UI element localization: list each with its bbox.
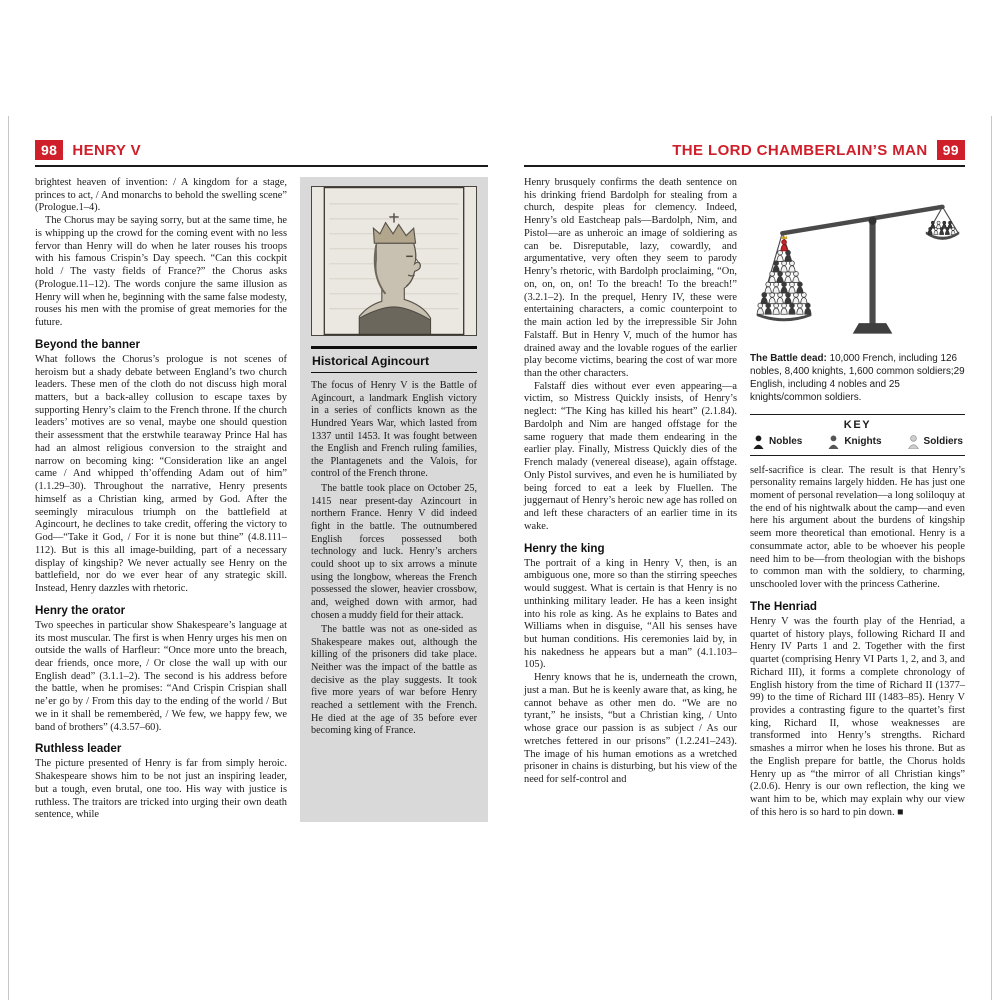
- page-number-badge: 98: [35, 140, 63, 160]
- body-paragraph: Henry brusquely confirms the death sentence on his drinking friend Bardolph for stealing from a church, despite pleas for clemency. Indeed, Henry’s old Eastcheap pals—Bardolph, Nim, and Pistol—are as unheroic an image of soldiering as can be. Disreputable, lazy, cowardly, and argumentative, very often they seem to parody Henry’s rhetoric, with Bardolph proclaiming, “On, on, on, on, on! To the breach! To the breach!” (3.2.1–2). In the prequel, Henry IV, these were entertaining characters, a comic counterpoint to the main action led by the irrepressible Sir John Falstaff. But in Henry V, much of the humor has drained away and the lovable rogues of the earlier play become victims, bearing the cost of war more than the other characters.: [524, 177, 737, 380]
- body-paragraph: self-sacrifice is clear. The result is that Henry’s personality remains largely hidden. He has just one moment of personal revelation—a long soliloquy at the end of his nightwalk about the camp—and even here his argument about the burdens of kingship seem more theoretical than emotional. Henry is a consummate actor, able to be whoever his people need him to be—from theologian with the bishops to common man with the soldiery, to charming, unschooled lover with the princess Catherine.: [750, 464, 965, 591]
- key-item-soldiers: [907, 435, 963, 449]
- key-title: KEY: [843, 418, 872, 431]
- sidebar-heading: Historical Agincourt: [311, 346, 477, 373]
- page-99: [500, 140, 991, 822]
- section-heading: Henry the king: [524, 541, 605, 555]
- page-number-badge: 99: [937, 140, 965, 160]
- section-heading: The Henriad: [750, 599, 817, 613]
- running-head: THE LORD CHAMBERLAIN’S MAN: [672, 141, 928, 159]
- section-heading: Ruthless leader: [35, 742, 122, 756]
- body-paragraph: The picture presented of Henry is far from simply heroic. Shakespeare shows him to be not just an inspiring leader, but a tough, even brutal, one too. His way with justice is ruthless. The traitors are tricked into urging their own death sentence, while: [35, 758, 287, 821]
- caption-text: 10,000 French, including 126 nobles, 8,400 knights, 1,600 common soldiers;29 English, including 4 nobles and 25 knights/common soldiers.: [750, 353, 965, 403]
- key-label: Nobles: [769, 436, 803, 447]
- section-heading: Beyond the banner: [35, 337, 141, 351]
- page-header-right: [524, 140, 965, 160]
- body-paragraph: Henry knows that he is, underneath the crown, just a man. But he is keenly aware that, as king, he cannot behave as other men do. “We are no tyrant,” he insists, “but a Christian king, / Unto whose grace our passion is as subject / As our wretches fettered in our prisons” (1.2.241–243). The image of his human emotions as a wretched prisoner in chains is disturbing, but his view of the need for self-control and: [524, 672, 737, 786]
- header-rule: [35, 165, 488, 167]
- body-paragraph: Two speeches in particular show Shakespeare’s language at its most muscular. The first is when Henry urges his men on outside the walls of Harfleur: “Once more unto the breach, dear friends, once more, / Or close the wall up with our English dead” (3.1.1–2). The second is his address before the battle, when he promises: “And Crispin Crispian shall ne’er go by / From this day to the ending of the world / But we in it shall be rememberèd, / We few, we happy few, we band of brothers” (4.3.57–60).: [35, 619, 287, 733]
- henry-portrait-engraving: [311, 186, 477, 336]
- body-paragraph: The portrait of a king in Henry V, then, is an ambiguous one, more so than the stirring speeches would suggest. What is certain is that Henry is no unthinking military leader. He has a keen insight into his role as king. As he explains to Bates and Williams when in disguise, “All his senses have but human conditions. His ceremonies laid by, in his nakedness he appears but a man” (4.1.103–105).: [524, 557, 737, 671]
- body-paragraph: Falstaff dies without ever even appearing—a victim, so Mistress Quickly insists, of Henry’s neglect: “The King has killed his heart” (2.1.84). Bardolph and Nim are hanged offstage for the same roguery that made them endearing in the earlier play. Finally, Mistress Quickly dies of the French malady (venereal disease), again offstage. Only Pistol survives, and even he is humiliated by being forced to eat a leek by Fluellen. The juggernaut of Henry’s heroic new age has rolled on and left these characters of an earlier time in its wake.: [524, 380, 737, 532]
- henry-portrait-illustration: [312, 187, 476, 335]
- historical-sidebar: [300, 177, 488, 822]
- sidebar-paragraph: The focus of Henry V is the Battle of Agincourt, a landmark English victory in a series of conflicts known as the Hundred Years War, which lasted from 1337 until 1453. It was fought between the English and French ruling families, the Plantagenets and the Valois, for control of the French throne.: [311, 380, 477, 480]
- body-paragraph: The Chorus may be saying sorry, but at the same time, he is whipping up the crowd for the coming event with no less fervor than Henry will do when he later rouses his troops with his famous Crispin’s Day speech. “Can this cockpit hold / The vasty fields of France?” the Chorus asks (Prologue.11–12). The words conjure the same illusion as Henry will when he, beginning with the same false modesty, rouses his men with the promise of great memories for the future.: [35, 215, 287, 329]
- section-heading: Henry the orator: [35, 603, 126, 617]
- infographic-column: [750, 177, 965, 820]
- running-head: HENRY V: [72, 141, 142, 159]
- scales-illustration: [755, 177, 961, 345]
- battle-dead-caption: [750, 353, 965, 405]
- page-edge-right: [991, 116, 992, 1000]
- sidebar-paragraph: The battle was not as one-sided as Shakespeare makes out, although the killing of the prisoners did take place. Neither was the impact of the battle as decisive as the play suggests. It took five more years of war before Henry reached a settlement with the French. He died at the age of 35 before ever becoming king of France.: [311, 624, 477, 737]
- columns-right-page: [524, 177, 965, 820]
- key-item-nobles: [752, 435, 802, 449]
- page-98: [9, 140, 500, 822]
- key-label: Knights: [844, 436, 882, 447]
- body-paragraph: brightest heaven of invention: / A kingdom for a stage, princes to act, / And monarchs to behold the swelling scene” (Prologue.1–4).: [35, 177, 287, 214]
- book-spread: [9, 140, 991, 822]
- knight-icon: [827, 435, 840, 449]
- header-rule: [524, 165, 965, 167]
- columns-left-page: [35, 177, 488, 822]
- key-legend: [750, 414, 965, 456]
- caption-label: The Battle dead:: [750, 353, 827, 364]
- sidebar-paragraph: The battle took place on October 25, 1415 near present-day Azincourt in northern France. Henry V did indeed fight in the battle. The outnumbered English forces possessed both technology and luck. Henry’s archers could shoot up to six arrows a minute using the longbow, whereas the French possessed the slower, heavier crossbow, and, weighed down with armor, had chosen a muddy field for their attack.: [311, 483, 477, 621]
- page-header-left: [35, 140, 488, 160]
- body-paragraph: Henry V was the fourth play of the Henriad, a quartet of history plays, following Richard II and Henry IV Parts 1 and 2. Together with the first quartet (comprising Henry VI Parts 1, 2, and 3, and Richard III), it forms a complete chronology of English history from the time of Richard II (1377–99) to the time of Richard III (1483–85). Henry V provides a contrasting figure to the quartet’s first king, Richard II, whose weaknesses are transformed into Henry’s strengths. Richard smashes a mirror when he loses his throne. But as the English prepare for battle, the Chorus holds Henry up as “the mirror of all Christian kings” (2.0.6). Henry is our own reflection, the king we want him to be, which may explain why our view of this hero is so hard to pin down. ■: [750, 615, 965, 818]
- text-column: [524, 177, 737, 820]
- text-column: [35, 177, 287, 822]
- body-paragraph: What follows the Chorus’s prologue is not scenes of heroism but a shady debate between England’s two church leaders. These men of the cloth do not discuss high moral matters, but a back-alley collusion to escape taxes by supporting Henry’s claim to the French throne. If the church leaders’ motives are so venal, maybe one should question their assessment that the erstwhile tearaway Prince Hal has had an almost religious conversion to the straight and narrow on becoming king: “Consideration like an angel came / And whipped th’offending Adam out of him” (1.1.29–30). Throughout the narrative, Henry presents himself as a Christian king, armed by God. After the seemingly miraculous triumph on the battlefield at Agincourt, he declines to take credit, offering the victory to God—“Take it God, / For it is none but thine” (4.8.111–112). But is this all image-building, part of a necessary display of kingship? We never actually see Henry on the battlefield, nor do we ever hear of any strategic skill. Instead, Henry dazzles with rhetoric.: [35, 353, 287, 595]
- soldier-icon: [907, 435, 920, 449]
- noble-icon: [752, 435, 765, 449]
- key-item-knights: [827, 435, 881, 449]
- key-label: Soldiers: [923, 436, 963, 447]
